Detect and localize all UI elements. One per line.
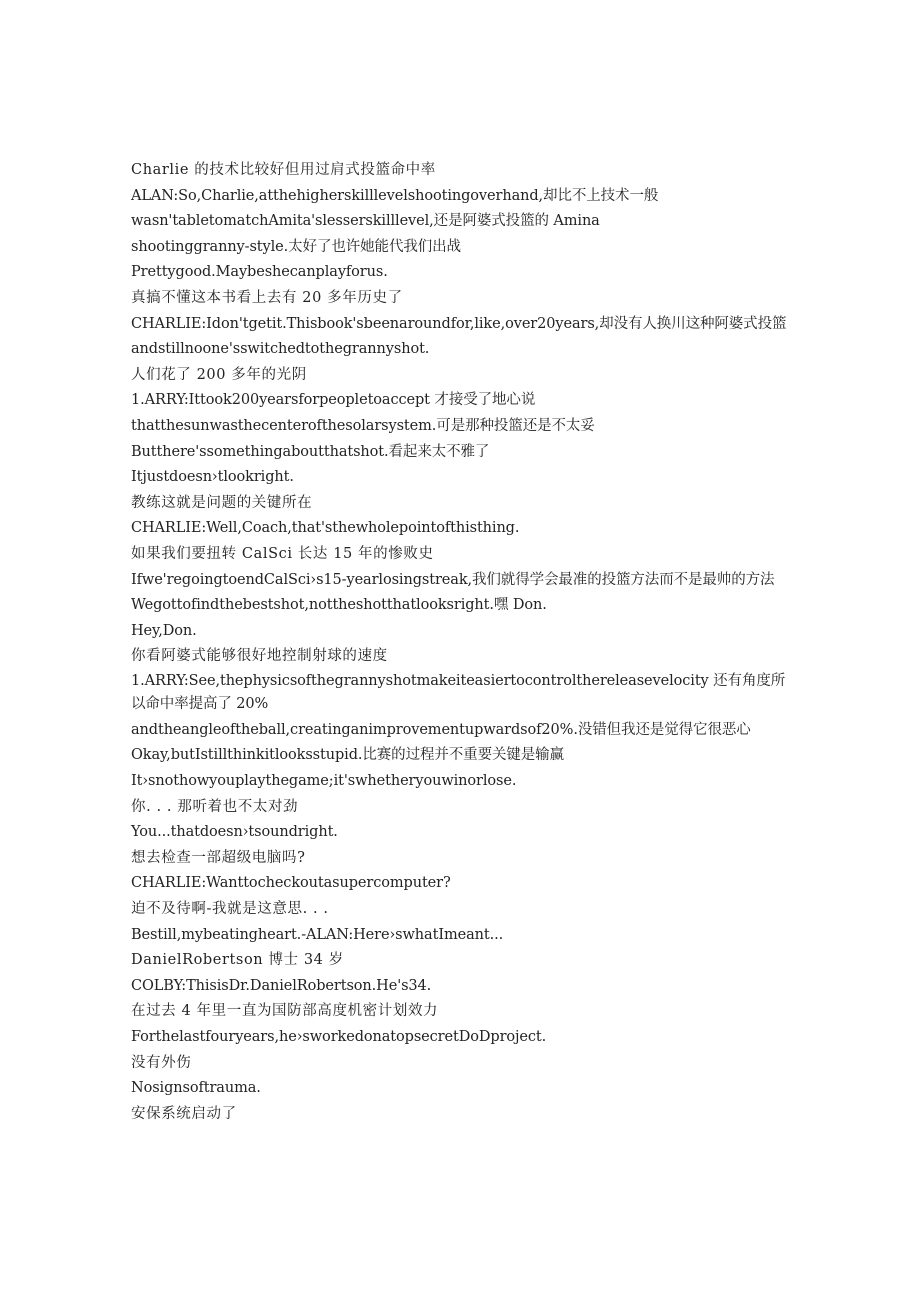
text-line: thatthesunwasthecenterofthesolarsystem.可是那种投篮还是不太妥: [131, 417, 595, 434]
text-line: 迫不及待啊-我就是这意思. . .: [131, 901, 329, 918]
text-line: Okay,butIstillthinkitlooksstupid.比赛的过程并不重要关键是输赢: [131, 747, 564, 764]
text-line: 安保系统启动了: [131, 1105, 237, 1122]
text-line: 你看阿婆式能够很好地控制射球的速度: [131, 648, 388, 665]
text-line: 在过去 4 年里一直为国防部高度机密计划效力: [131, 1003, 439, 1020]
text-line: Wegottofindthebestshot,nottheshotthatlooksright.嘿 Don.: [131, 597, 547, 614]
text-line: 想去检查一部超级电脑吗?: [131, 849, 306, 866]
text-line: COLBY:ThisisDr.DanielRobertson.He's34.: [131, 977, 432, 994]
text-line: 教练这就是问题的关键所在: [131, 494, 313, 511]
text-line: 1.ARRY:See,thephysicsofthegrannyshotmakeiteasiertocontrolthereleasevelocity 还有角度所以命中率提高了 20%: [131, 672, 786, 712]
text-line: Ifwe'regoingtoendCalSci›s15-yearlosingstreak,我们就得学会最准的投篮方法而不是最帅的方法: [131, 571, 775, 588]
text-line: You...thatdoesn›tsoundright.: [131, 824, 338, 841]
text-line: It›snothowyouplaythegame;it'swhetheryouwinorlose.: [131, 773, 517, 790]
text-line: Charlie 的技术比较好但用过肩式投篮命中率: [131, 162, 436, 178]
text-line: 1.ARRY:Ittook200yearsforpeopletoaccept 才接受了地心说: [131, 392, 536, 409]
text-line: 如果我们要扭转 CalSci 长达 15 年的惨败史: [131, 545, 434, 562]
text-line: DanielRobertson 博士 34 岁: [131, 952, 344, 969]
text-line: wasn'tabletomatchAmita'slesserskilllevel,还是阿婆式投篮的 Amina: [131, 213, 600, 230]
text-line: andstillnoone'sswitchedtothegrannyshot.: [131, 341, 430, 358]
text-line: 没有外伤: [131, 1054, 192, 1071]
text-line: Itjustdoesn›tlookright.: [131, 469, 294, 486]
text-line: shootinggranny-style.太好了也许她能代我们出战: [131, 238, 461, 255]
text-line: Nosignsoftrauma.: [131, 1080, 261, 1097]
text-line: CHARLIE:Well,Coach,that'sthewholepointofthisthing.: [131, 520, 520, 537]
text-line: Forthelastfouryears,he›sworkedonatopsecretDoDproject.: [131, 1029, 547, 1045]
text-line: 人们花了 200 多年的光阴: [131, 366, 307, 383]
text-line: Hey,Don.: [131, 622, 197, 639]
text-line: ALAN:So,Charlie,atthehigherskilllevelshootingoverhand,却比不上技术一般: [131, 187, 659, 204]
text-line: CHARLIE:Wanttocheckoutasupercomputer?: [131, 875, 451, 892]
transcript-body: [131, 158, 791, 1127]
text-line: 你. . . 那听着也不太对劲: [131, 798, 299, 815]
text-line: Butthere'ssomethingaboutthatshot.看起来太不雅了: [131, 443, 490, 460]
text-line: Bestill,mybeatingheart.-ALAN:Here›swhatImeant...: [131, 926, 504, 943]
text-line: CHARLIE:Idon'tgetit.Thisbook'sbeenaroundfor,like,over20years,却没有人换川这种阿婆式投篮: [131, 315, 787, 332]
text-line: 真搞不懂这本书看上去有 20 多年历史了: [131, 289, 403, 306]
text-line: Prettygood.Maybeshecanplayforus.: [131, 264, 388, 281]
text-line: andtheangleoftheball,creatinganimprovementupwardsof20%.没错但我还是觉得它很恶心: [131, 721, 751, 738]
